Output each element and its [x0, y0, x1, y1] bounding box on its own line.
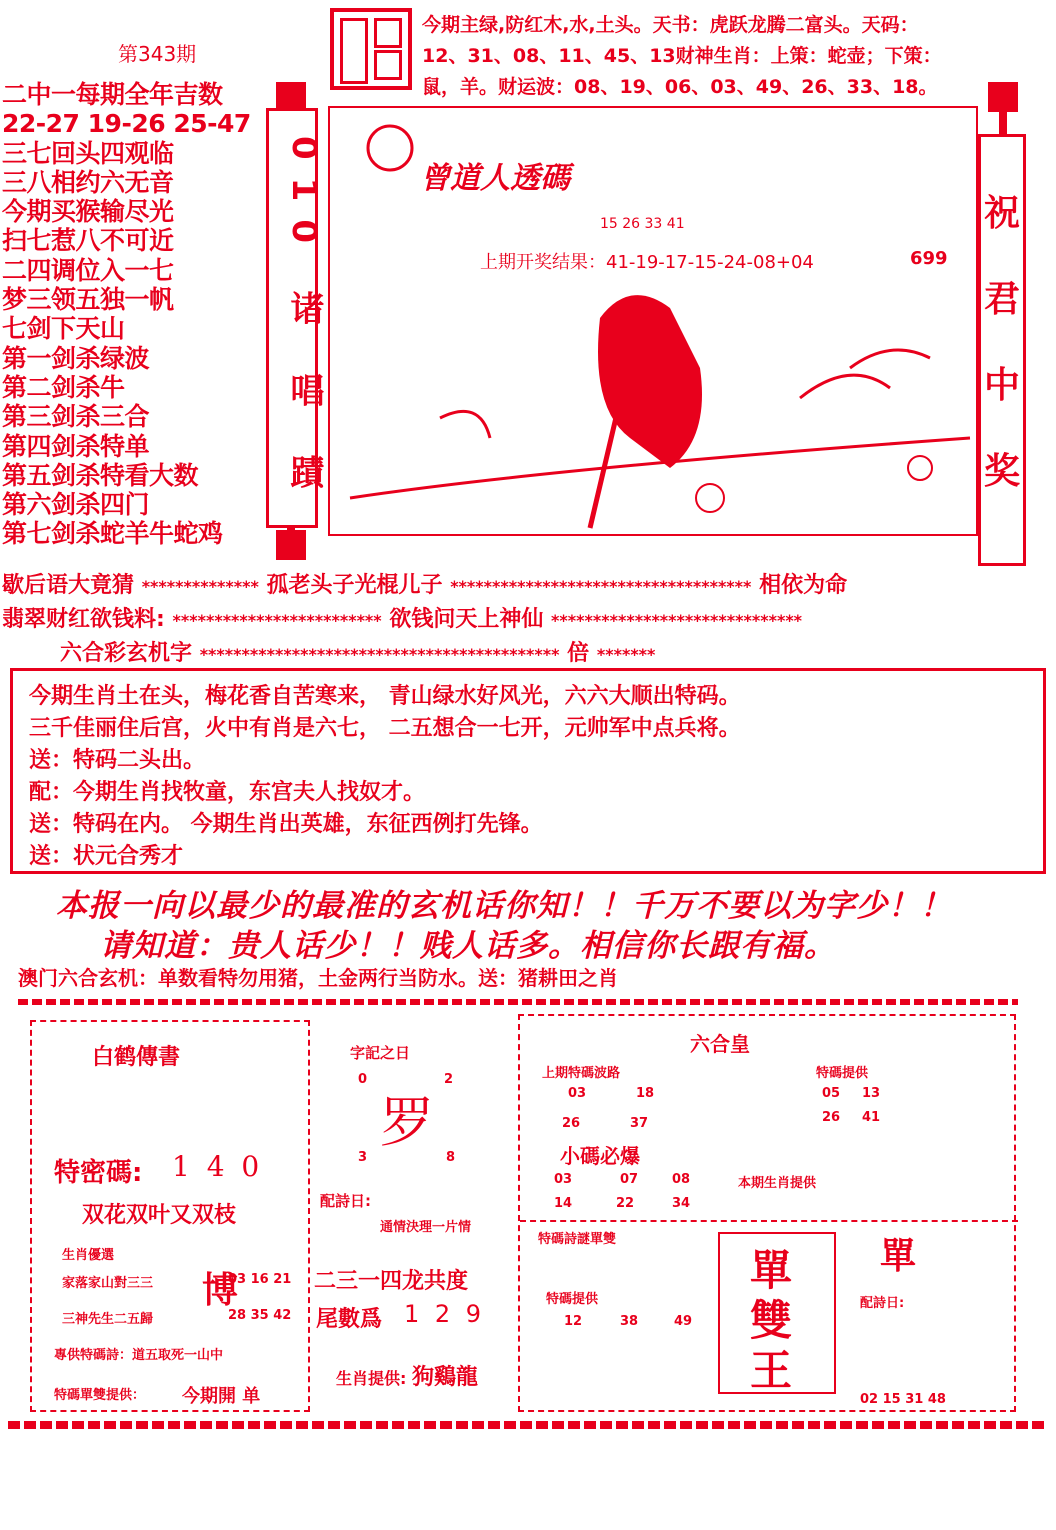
poem: 通情決理一片情: [380, 1220, 472, 1235]
left-line: 第七剑杀蛇羊牛蛇鸡: [2, 519, 223, 549]
king-char: 雙: [750, 1296, 793, 1345]
xiaoma-number: 08: [672, 1172, 691, 1187]
special-number: 26: [822, 1110, 841, 1125]
left-line: 梦三领五独一帆: [2, 285, 174, 315]
riddle-label: 歇后语大竟猜: [2, 573, 135, 598]
left-scroll-banner: [266, 108, 324, 528]
svg-text:15 26 33 41: 15 26 33 41: [600, 216, 685, 232]
riddle-stars: *******************************************: [199, 645, 560, 664]
prediction-box: [10, 668, 1046, 874]
left-line: 第六剑杀四门: [2, 490, 150, 520]
left-prediction-column: [2, 80, 270, 549]
panel-title: 六合皇: [690, 1032, 750, 1056]
macau-clue: 澳门六合玄机：单数看特勿用猪，土金两行当防水。送：猪耕田之肖: [18, 966, 618, 990]
verse: 專供特碼詩：道五取死一山中: [54, 1348, 224, 1363]
verse: 家落家山對三三: [62, 1276, 154, 1291]
king-box: [718, 1232, 836, 1394]
xiaoma-number: 14: [554, 1196, 573, 1211]
left-line: 22-27 19-26 25-47: [2, 109, 251, 139]
star-border-top: [18, 996, 1018, 1008]
left-line: 二四调位入一七: [2, 255, 174, 285]
star-border-bottom: [8, 1418, 1048, 1432]
riddle-answer: 相依为命: [759, 573, 848, 598]
panel-bai-he: [30, 1020, 310, 1412]
riddle-line-2: [2, 602, 802, 633]
right-scroll-char: 君: [983, 279, 1020, 320]
picture-title: 曾道人透碼: [420, 161, 570, 196]
slogan-line-2: 请知道：贵人话少！！贱人话多。相信你长跟有福。: [100, 928, 836, 964]
divider: [520, 1220, 1018, 1222]
header-line: 鼠，羊。财运波：08、19、06、03、49、26、33、18。: [422, 76, 938, 98]
xiaoma-number: 03: [554, 1172, 573, 1187]
wave-number: 03: [568, 1086, 587, 1101]
riddle-stars: *******: [596, 645, 656, 664]
big-character: 博: [202, 1270, 239, 1311]
wave-number: 26: [562, 1116, 581, 1131]
panel-liu-he-huang: [518, 1014, 1016, 1412]
box-line: 三千佳丽住后宫，火中有肖是六七， 二五想合一七开，元帅军中点兵将。: [29, 716, 741, 741]
special-number: 05: [822, 1086, 841, 1101]
special-number: 41: [862, 1110, 881, 1125]
dragon-verse: 二三一四龙共度: [314, 1269, 469, 1294]
box-line: 送：特码二头出。: [29, 748, 206, 773]
panel-title: 白鹤傳書: [92, 1044, 181, 1070]
poem-label: 配詩日:: [320, 1192, 371, 1210]
provide-label: 特碼提供: [546, 1292, 599, 1307]
big-character: 罗: [380, 1091, 434, 1154]
box-line: 今期生肖土在头，梅花香自苦寒来， 青山绿水好风光，六六大顺出特码。: [29, 684, 741, 709]
riddle-stars: ************************************: [450, 577, 752, 596]
riddle-line-3: [60, 636, 655, 667]
special-number: 13: [862, 1086, 881, 1101]
verse: 三神先生二五歸: [62, 1312, 154, 1327]
bottom-numbers: 02 15 31 48: [860, 1392, 946, 1407]
red-seal-logo: [330, 8, 412, 90]
right-big-char: 單: [880, 1236, 917, 1277]
box-line: 送：状元合秀才: [29, 844, 184, 869]
flower-verse: 双花双叶又双枝: [82, 1203, 237, 1228]
digit: 3: [358, 1150, 368, 1165]
last-wave-label: 上期特碼波路: [542, 1066, 621, 1081]
wave-number: 37: [630, 1116, 649, 1131]
bottom-panels: [18, 1010, 1018, 1418]
xiaoma-number: 34: [672, 1196, 691, 1211]
riddle-label: 六合彩玄机字: [60, 641, 193, 666]
left-line: 第四剑杀特单: [2, 431, 150, 461]
left-line: 二中一每期全年吉数: [2, 80, 223, 109]
tail-label: 尾數爲: [316, 1307, 383, 1332]
provide-number: 38: [620, 1314, 639, 1329]
scroll-frame: [266, 82, 1026, 560]
left-line: 第二剑杀牛: [2, 372, 125, 402]
provide-number: 49: [674, 1314, 693, 1329]
left-line: 第五剑杀特看大数: [2, 460, 199, 490]
number-row: 28 35 42: [228, 1308, 292, 1323]
riddle-stars: **************: [141, 577, 259, 596]
right-scroll-char: 中: [983, 365, 1020, 406]
picture-number: 699: [910, 248, 948, 269]
slogan-line-1: 本报一向以最少的最准的玄机话你知！！千万不要以为字少！！: [56, 888, 952, 924]
single-double-label: 特碼單雙提供：: [54, 1388, 146, 1403]
left-line: 第三剑杀三合: [2, 402, 150, 432]
box-line: 配：今期生肖找牧童，东宫夫人找奴才。: [29, 780, 426, 805]
special-code-value: 1 4 0: [172, 1150, 264, 1183]
number-row: 03 16 21: [228, 1272, 292, 1287]
header-line: 今期主绿,防红木,水,土头。天书：虎跃龙腾二富头。天码：: [422, 14, 919, 36]
box-line: 送：特码在内。 今期生肖出英雄，东征西例打先锋。: [29, 812, 543, 837]
code-poem-label: 特碼詩謎單雙: [538, 1232, 617, 1247]
xiaoma-number: 22: [616, 1196, 635, 1211]
riddle-label: 翡翠财红欲钱料:: [2, 607, 165, 632]
riddle-line-1: [2, 568, 847, 599]
zodiac-value: 狗鷄龍: [412, 1365, 479, 1390]
left-line: 三七回头四观临: [2, 138, 174, 168]
right-poem-label: 配詩日:: [860, 1296, 905, 1311]
sage-illustration: [330, 108, 976, 534]
special-code-label: 特密碼:: [54, 1158, 143, 1188]
left-line: 七剑下天山: [2, 314, 125, 344]
left-line: 扫七惹八不可近: [2, 226, 174, 256]
wave-number: 18: [636, 1086, 655, 1101]
zodiac-label: 生肖提供:: [336, 1369, 407, 1388]
king-char: 單: [750, 1246, 793, 1295]
left-line: 三八相约六无音: [2, 167, 174, 197]
riddle-stars: *************************: [172, 611, 382, 630]
riddle-stars: ******************************: [551, 611, 803, 630]
riddle-clue: 欲钱问天上神仙: [389, 607, 544, 632]
king-char: 王: [750, 1346, 793, 1395]
panel-zi-ji: [314, 1020, 514, 1412]
issue-number: 第343期: [118, 42, 197, 66]
provide-number: 12: [564, 1314, 583, 1329]
last-draw-result: 上期开奖结果：41-19-17-15-24-08+04: [480, 252, 814, 273]
right-scroll-banner: [978, 134, 1026, 566]
digit: 2: [444, 1072, 454, 1087]
right-scroll-char: 祝: [983, 193, 1020, 234]
riddle-clue: 倍: [567, 641, 590, 666]
left-line: 今期买猴输尽光: [2, 197, 174, 227]
zodiac-select-label: 生肖優選: [62, 1248, 115, 1263]
left-line: 第一剑杀绿波: [2, 343, 150, 373]
header-line: 12、31、08、11、45、13财神生肖：上策：蛇壶；下策：: [422, 45, 942, 67]
digit: 0: [358, 1072, 368, 1087]
riddle-clue: 孤老头子光棍儿子: [266, 573, 443, 598]
single-double-value: 今期開 单: [182, 1386, 261, 1407]
scroll-picture: [328, 106, 978, 536]
special-label: 特碼提供: [816, 1066, 869, 1081]
panel-title: 字記之日: [350, 1044, 411, 1062]
right-scroll-char: 奖: [983, 451, 1020, 492]
digit: 8: [446, 1150, 456, 1165]
left-scroll-text: 010 诸 唱 蹟: [284, 135, 324, 507]
zodiac-provide-label: 本期生肖提供: [738, 1176, 817, 1191]
tail-value: 1 2 9: [404, 1300, 486, 1328]
xiaoma-label: 小碼必爆: [560, 1144, 640, 1168]
xiaoma-number: 07: [620, 1172, 639, 1187]
